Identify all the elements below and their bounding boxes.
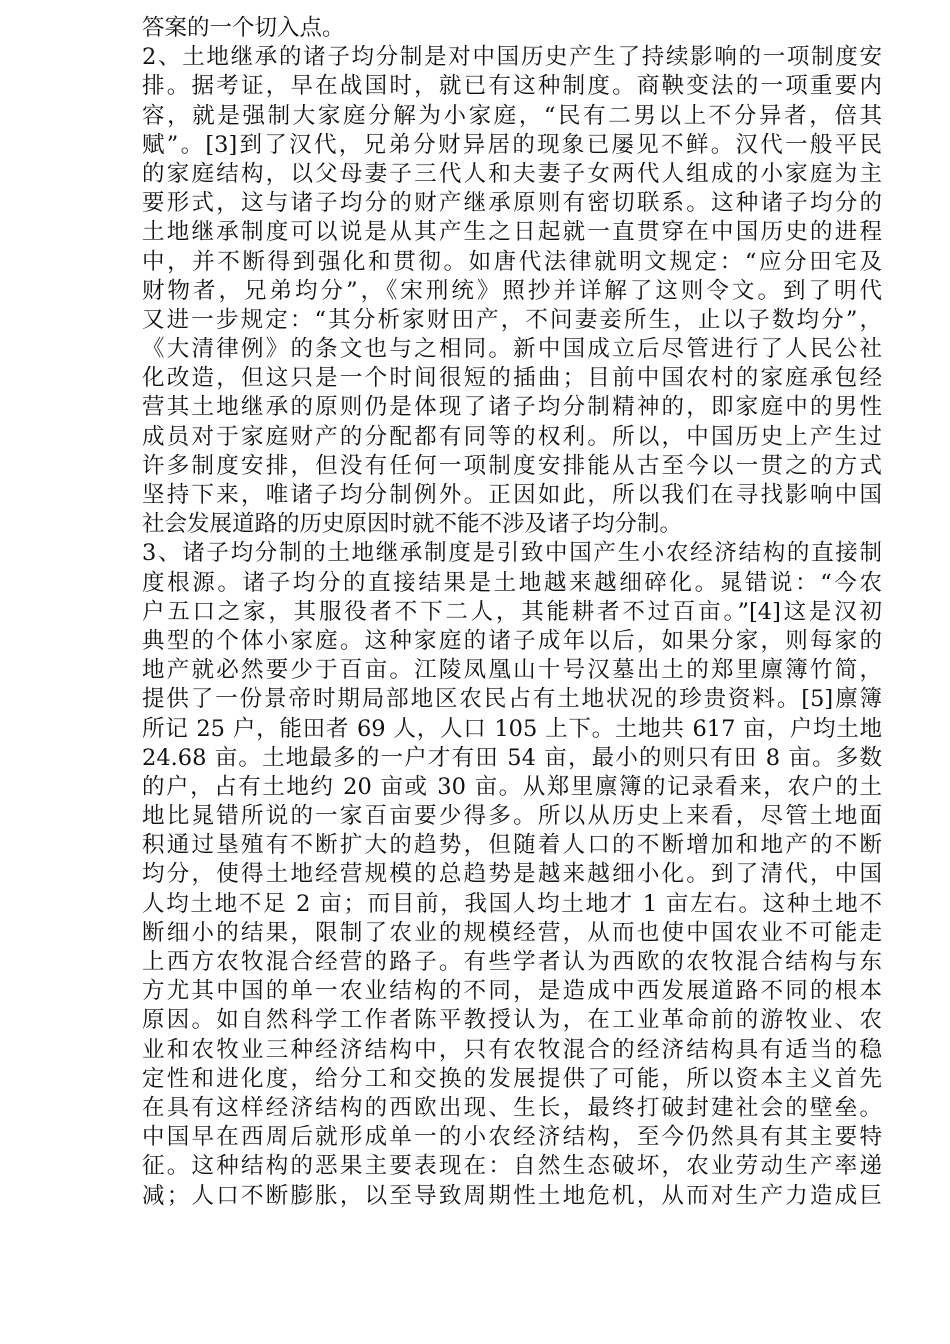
text-line: 土地继承制度可以说是从其产生之日起就一直贯穿在中国历史的进程 bbox=[142, 219, 882, 246]
text-line: 赋”。[3]到了汉代，兄弟分财异居的现象已屡见不鲜。汉代一般平民 bbox=[142, 131, 882, 158]
text-line: 地比晁错所说的一家百亩要少得多。所以从历史上来看，尽管土地面 bbox=[142, 803, 882, 830]
text-line: 中，并不断得到强化和贯彻。如唐代法律就明文规定：“应分田宅及 bbox=[142, 248, 882, 275]
text-line: 减；人口不断膨胀，以至导致周期性土地危机，从而对生产力造成巨 bbox=[142, 1182, 882, 1209]
text-line: 断细小的结果，限制了农业的规模经营，从而也使中国农业不可能走 bbox=[142, 919, 882, 946]
text-line: 上西方农牧混合经营的路子。有些学者认为西欧的农牧混合结构与东 bbox=[142, 949, 882, 975]
text-line: 坚持下来，唯诸子均分制例外。正因如此，所以我们在寻找影响中国 bbox=[142, 482, 882, 508]
text-line: 容，就是强制大家庭分解为小家庭，“民有二男以上不分异者，倍其 bbox=[142, 102, 882, 129]
text-line: 征。这种结构的恶果主要表现在：自然生态破坏，农业劳动生产率递 bbox=[142, 1153, 882, 1180]
document-body bbox=[142, 14, 882, 1211]
text-line: 的家庭结构，以父母妻子三代人和夫妻子女两代人组成的小家庭为主 bbox=[142, 160, 882, 187]
text-line: 度根源。诸子均分的直接结果是土地越来越细碎化。晁错说：“今农 bbox=[142, 569, 882, 596]
text-line: 化改造，但这只是一个时间很短的插曲；目前中国农村的家庭承包经 bbox=[142, 365, 882, 392]
text-line: 24.68 亩。土地最多的一户才有田 54 亩，最小的则只有田 8 亩。多数 bbox=[142, 744, 882, 771]
text-line: 许多制度安排，但没有任何一项制度安排能从古至今以一贯之的方式 bbox=[142, 452, 882, 479]
text-line: 均分，使得土地经营规模的总趋势是越来越细小化。到了清代，中国 bbox=[142, 861, 882, 888]
text-line: 定性和进化度，给分工和交换的发展提供了可能，所以资本主义首先 bbox=[142, 1065, 882, 1092]
text-line: 在具有这样经济结构的西欧出现、生长，最终打破封建社会的壁垒。 bbox=[142, 1094, 882, 1121]
text-line: 营其土地继承的原则仍是体现了诸子均分制精神的，即家庭中的男性 bbox=[142, 394, 882, 421]
text-line: 所记 25 户，能田者 69 人，人口 105 上下。土地共 617 亩，户均土地 bbox=[142, 715, 882, 742]
text-line: 原因。如自然科学工作者陈平教授认为，在工业革命前的游牧业、农 bbox=[142, 1007, 882, 1034]
text-line: 财物者，兄弟均分”，《宋刑统》照抄并详解了这则令文。到了明代 bbox=[142, 277, 882, 304]
text-line: 中国早在西周后就形成单一的小农经济结构，至今仍然具有其主要特 bbox=[142, 1124, 882, 1151]
text-line: 2、土地继承的诸子均分制是对中国历史产生了持续影响的一项制度安 bbox=[142, 44, 882, 71]
text-line: 社会发展道路的历史原因时就不能不涉及诸子均分制。 bbox=[142, 511, 683, 538]
text-line: 排。据考证，早在战国时，就已有这种制度。商鞅变法的一项重要内 bbox=[142, 73, 882, 100]
text-line: 答案的一个切入点。 bbox=[142, 15, 345, 41]
text-line: 典型的个体小家庭。这种家庭的诸子成年以后，如果分家，则每家的 bbox=[142, 627, 882, 654]
text-line: 的户，占有土地约 20 亩或 30 亩。从郑里廪簿的记录看来，农户的土 bbox=[142, 773, 882, 800]
text-line: 提供了一份景帝时期局部地区农民占有土地状况的珍贵资料。[5]廪簿 bbox=[142, 686, 882, 713]
text-line: 成员对于家庭财产的分配都有同等的权利。所以，中国历史上产生过 bbox=[142, 423, 882, 450]
text-line: 要形式，这与诸子均分的财产继承原则有密切联系。这种诸子均分的 bbox=[142, 190, 882, 217]
text-line: 人均土地不足 2 亩；而目前，我国人均土地才 1 亩左右。这种土地不 bbox=[142, 890, 882, 917]
text-line: 户五口之家，其服役者不下二人，其能耕者不过百亩。”[4]这是汉初 bbox=[142, 598, 882, 625]
text-line: 业和农牧业三种经济结构中，只有农牧混合的经济结构具有适当的稳 bbox=[142, 1036, 882, 1063]
text-line: 方尤其中国的单一农业结构的不同，是造成中西发展道路不同的根本 bbox=[142, 978, 882, 1005]
text-line: 积通过垦殖有不断扩大的趋势，但随着人口的不断增加和地产的不断 bbox=[142, 832, 882, 859]
text-line: 又进一步规定：“其分析家财田产，不问妻妾所生，止以子数均分”， bbox=[142, 306, 882, 333]
text-line: 3、诸子均分制的土地继承制度是引致中国产生小农经济结构的直接制 bbox=[142, 540, 882, 567]
text-line: 《大清律例》的条文也与之相同。新中国成立后尽管进行了人民公社 bbox=[142, 336, 882, 363]
text-line: 地产就必然要少于百亩。江陵凤凰山十号汉墓出土的郑里廪簿竹简， bbox=[142, 657, 882, 684]
